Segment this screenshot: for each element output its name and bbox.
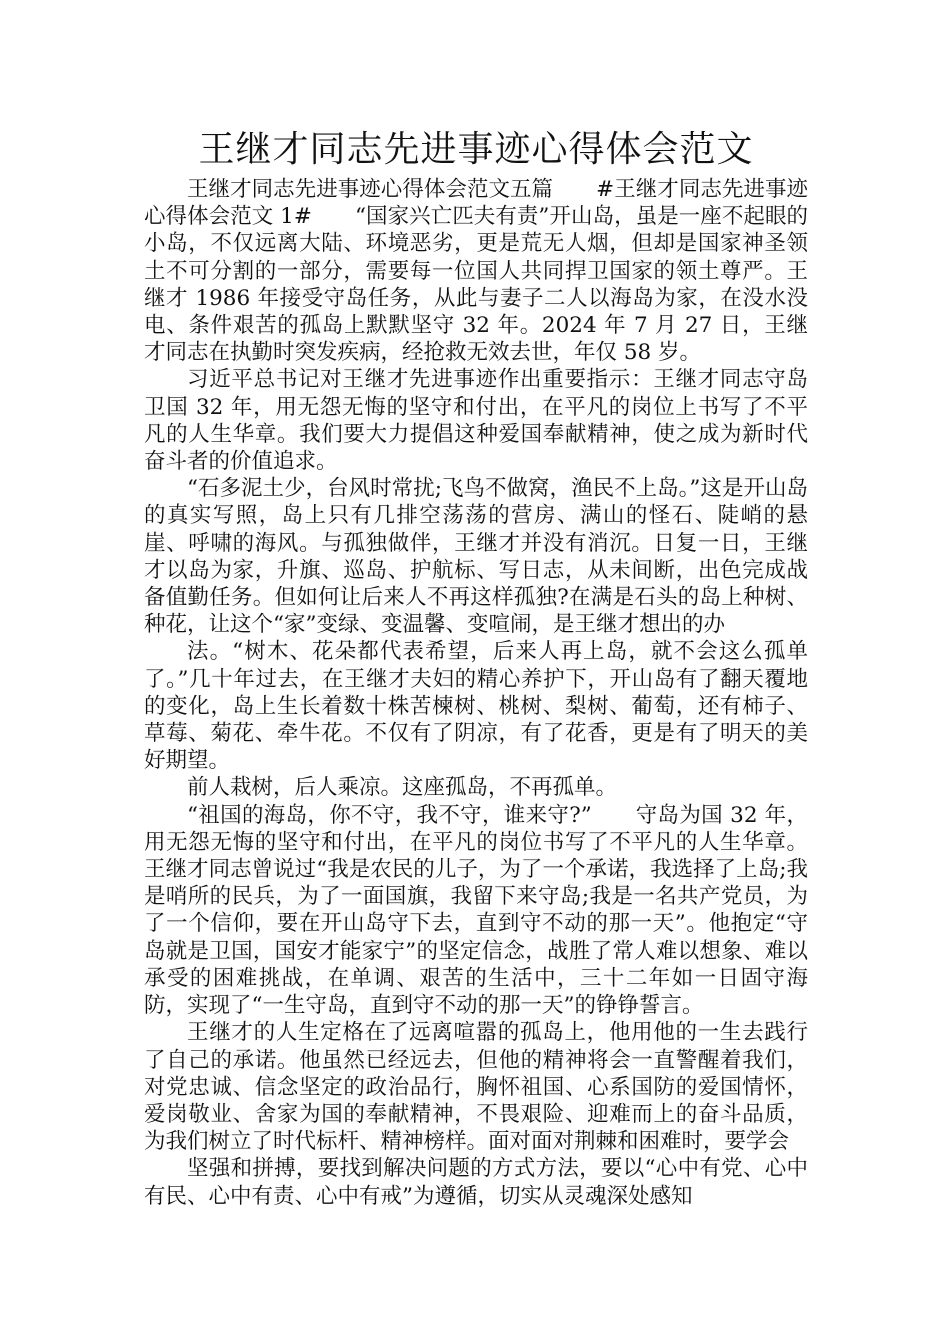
document-page: [144, 126, 808, 1210]
paragraph-1: 王继才同志先进事迹心得体会范文五篇 #王继才同志先进事迹心得体会范文 1# “国家兴亡匹夫有责”开山岛，虽是一座不起眼的小岛，不仅远离大陆、环境恶劣，更是荒无人烟，但却是国家神圣领土不可分割的一部分，需要每一位国人共同捍卫国家的领土尊严。王继才 1986 年接受守岛任务，从此与妻子二人以海岛为家，在没水没电、条件艰苦的孤岛上默默坚守 32 年。2024 年 7 月 27 日，王继才同志在执勤时突发疾病，经抢救无效去世，年仅 58 岁。: [144, 177, 808, 366]
document-body: [144, 176, 808, 1210]
paragraph-6: “祖国的海岛，你不守，我不守，谁来守?” 守岛为国 32 年，用无怨无悔的坚守和付出，在平凡的岗位书写了不平凡的人生华章。王继才同志曾说过“我是农民的儿子，为了一个承诺，我选择了上岛;我是哨所的民兵，为了一面国旗，我留下来守岛;我是一名共产党员，为了一个信仰，要在开山岛守下去，直到守不动的那一天”。他抱定“守岛就是卫国，国安才能家宁”的坚定信念，战胜了常人难以想象、难以承受的困难挑战，在单调、艰苦的生活中，三十二年如一日固守海防，实现了“一生守岛，直到守不动的那一天”的铮铮誓言。: [144, 802, 808, 1019]
paragraph-2: 习近平总书记对王继才先进事迹作出重要指示：王继才同志守岛卫国 32 年，用无怨无悔的坚守和付出，在平凡的岗位上书写了不平凡的人生华章。我们要大力提倡这种爱国奉献精神，使之成为新时代奋斗者的价值追求。: [144, 367, 808, 475]
paragraph-5: 前人栽树，后人乘凉。这座孤岛，不再孤单。: [187, 775, 618, 801]
paragraph-7: 王继才的人生定格在了远离喧嚣的孤岛上，他用他的一生去践行了自己的承诺。他虽然已经远去，但他的精神将会一直警醒着我们，对党忠诚、信念坚定的政治品行，胸怀祖国、心系国防的爱国情怀，爱岗敬业、舍家为国的奉献精神，不畏艰险、迎难而上的奋斗品质，为我们树立了时代标杆、精神榜样。面对面对荆棘和困难时，要学会: [144, 1020, 808, 1155]
paragraph-4: 法。“树木、花朵都代表希望，后来人再上岛，就不会这么孤单了。”几十年过去，在王继才夫妇的精心养护下，开山岛有了翻天覆地的变化，岛上生长着数十株苦楝树、桃树、梨树、葡萄，还有柿子、草莓、菊花、牵牛花。不仅有了阴凉，有了花香，更是有了明天的美好期望。: [144, 639, 808, 774]
document-title: 王继才同志先进事迹心得体会范文: [198, 129, 754, 170]
paragraph-8: 坚强和拼搏，要找到解决问题的方式方法，要以“心中有党、心中有民、心中有责、心中有戒”为遵循，切实从灵魂深处感知: [144, 1156, 808, 1209]
paragraph-3: “石多泥土少，台风时常扰;飞鸟不做窝，渔民不上岛。”这是开山岛的真实写照，岛上只有几排空荡荡的营房、满山的怪石、陡峭的悬崖、呼啸的海风。与孤独做伴，王继才并没有消沉。日复一日，王继才以岛为家，升旗、巡岛、护航标、写日志，从未间断，出色完成战备值勤任务。但如何让后来人不再这样孤独?在满是石头的岛上种树、种花，让这个“家”变绿、变温馨、变喧闹，是王继才想出的办: [144, 476, 808, 638]
